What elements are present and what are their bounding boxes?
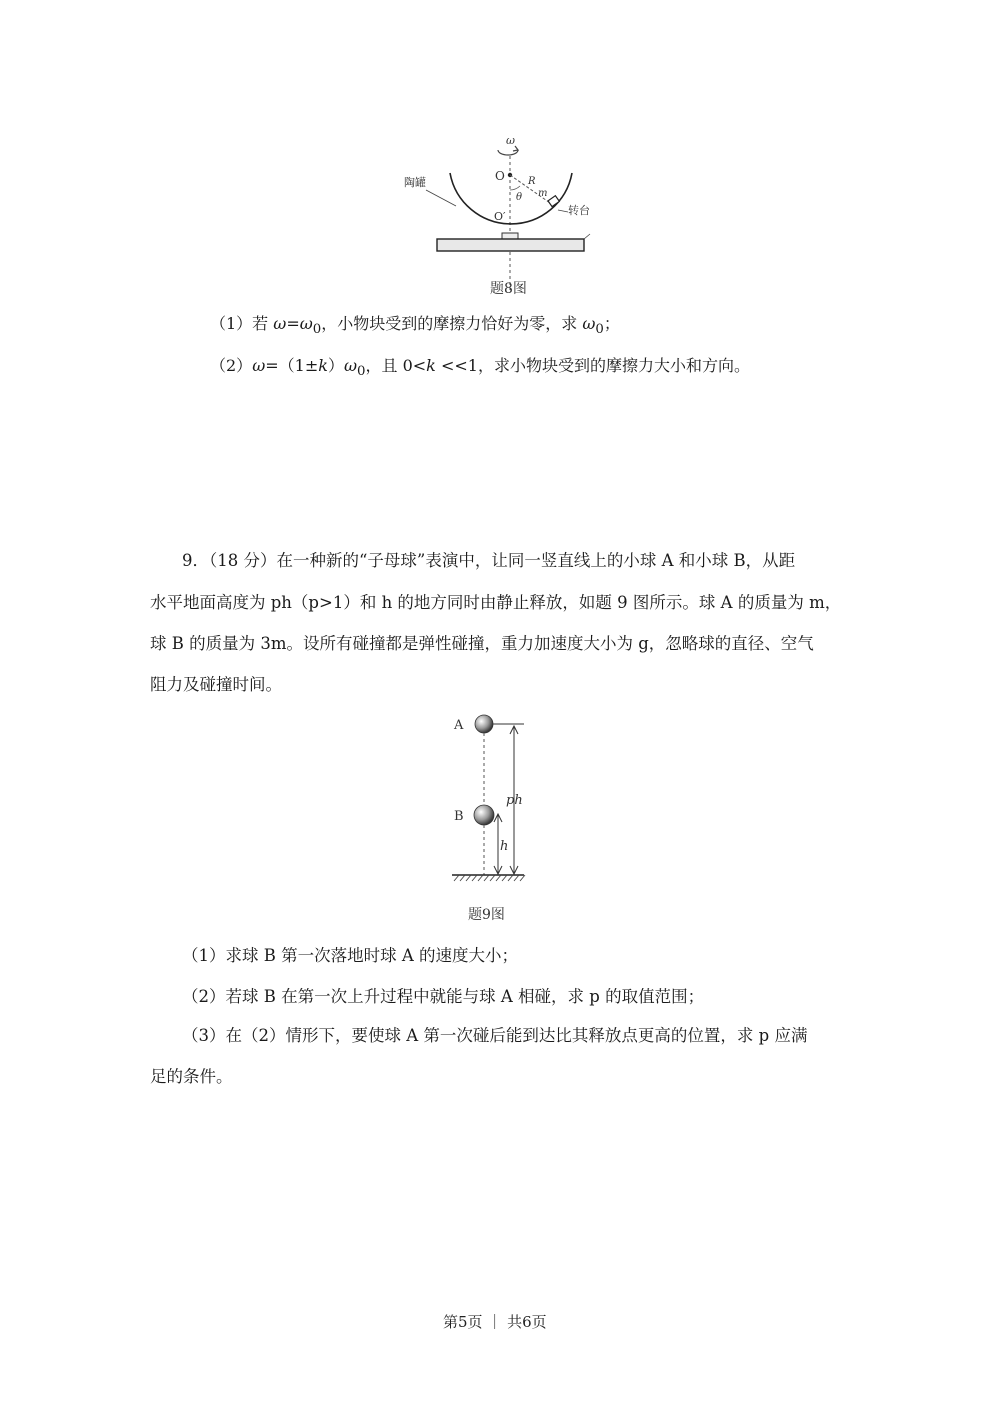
figure-8-caption: 题8图 [490,281,527,297]
label-m: m [538,188,548,199]
figure-9-caption: 题9图 [468,907,505,923]
turntable [437,239,584,251]
q9-stem-line-1: 9．（18 分）在一种新的“子母球”表演中，让同一竖直线上的小球 A 和小球 B，从距 [182,551,796,570]
label-R: R [528,176,536,187]
q9-stem-line-3: 球 B 的质量为 3m。设所有碰撞都是弹性碰撞，重力加速度大小为 g，忽略球的直径、空气 [150,634,814,653]
figure-9-diagram [440,708,550,890]
small-block [548,196,559,207]
figure-8-diagram [390,128,610,298]
label-ph: ph [506,793,523,808]
label-jar: 陶罐 [404,176,426,189]
q9-subquestion-2: （2）若球 B 在第一次上升过程中就能与球 A 相碰，求 p 的取值范围； [182,987,705,1006]
q8-subquestion-1: （1）若 $\omega=\omega_0$，小物块受到的摩擦力恰好为零，求 $\omega_0$； [210,314,620,338]
omega-label: ω [506,134,515,147]
q9-subquestion-3-line-2: 足的条件。 [150,1067,233,1086]
label-table: 转台 [568,204,590,217]
page-footer: 第5页 ｜ 共6页 [443,1313,547,1331]
label-O: O [495,169,505,183]
q8-subquestion-2: $(2)\omega=(1\pm k)\omega_0$，且 0<k <<1，求小物块受到的摩擦力大小和方向。 [210,356,750,380]
ball-B [474,805,494,825]
label-theta: θ [516,192,523,203]
q9-subquestion-3-line-1: （3）在（2）情形下，要使球 A 第一次碰后能到达比其释放点更高的位置，求 p 应满 [182,1026,808,1045]
label-O-prime: O′ [494,210,506,223]
q9-subquestion-1: （1）求球 B 第一次落地时球 A 的速度大小； [182,946,519,965]
ball-A [475,715,493,733]
label-A: A [454,718,464,733]
q9-stem-line-2: 水平地面高度为 ph（p>1）和 h 的地方同时由静止释放，如题 9 图所示。球 A 的质量为 m， [150,593,842,612]
q9-stem-line-4: 阻力及碰撞时间。 [150,675,282,694]
label-h: h [500,839,509,854]
label-B: B [454,809,464,824]
